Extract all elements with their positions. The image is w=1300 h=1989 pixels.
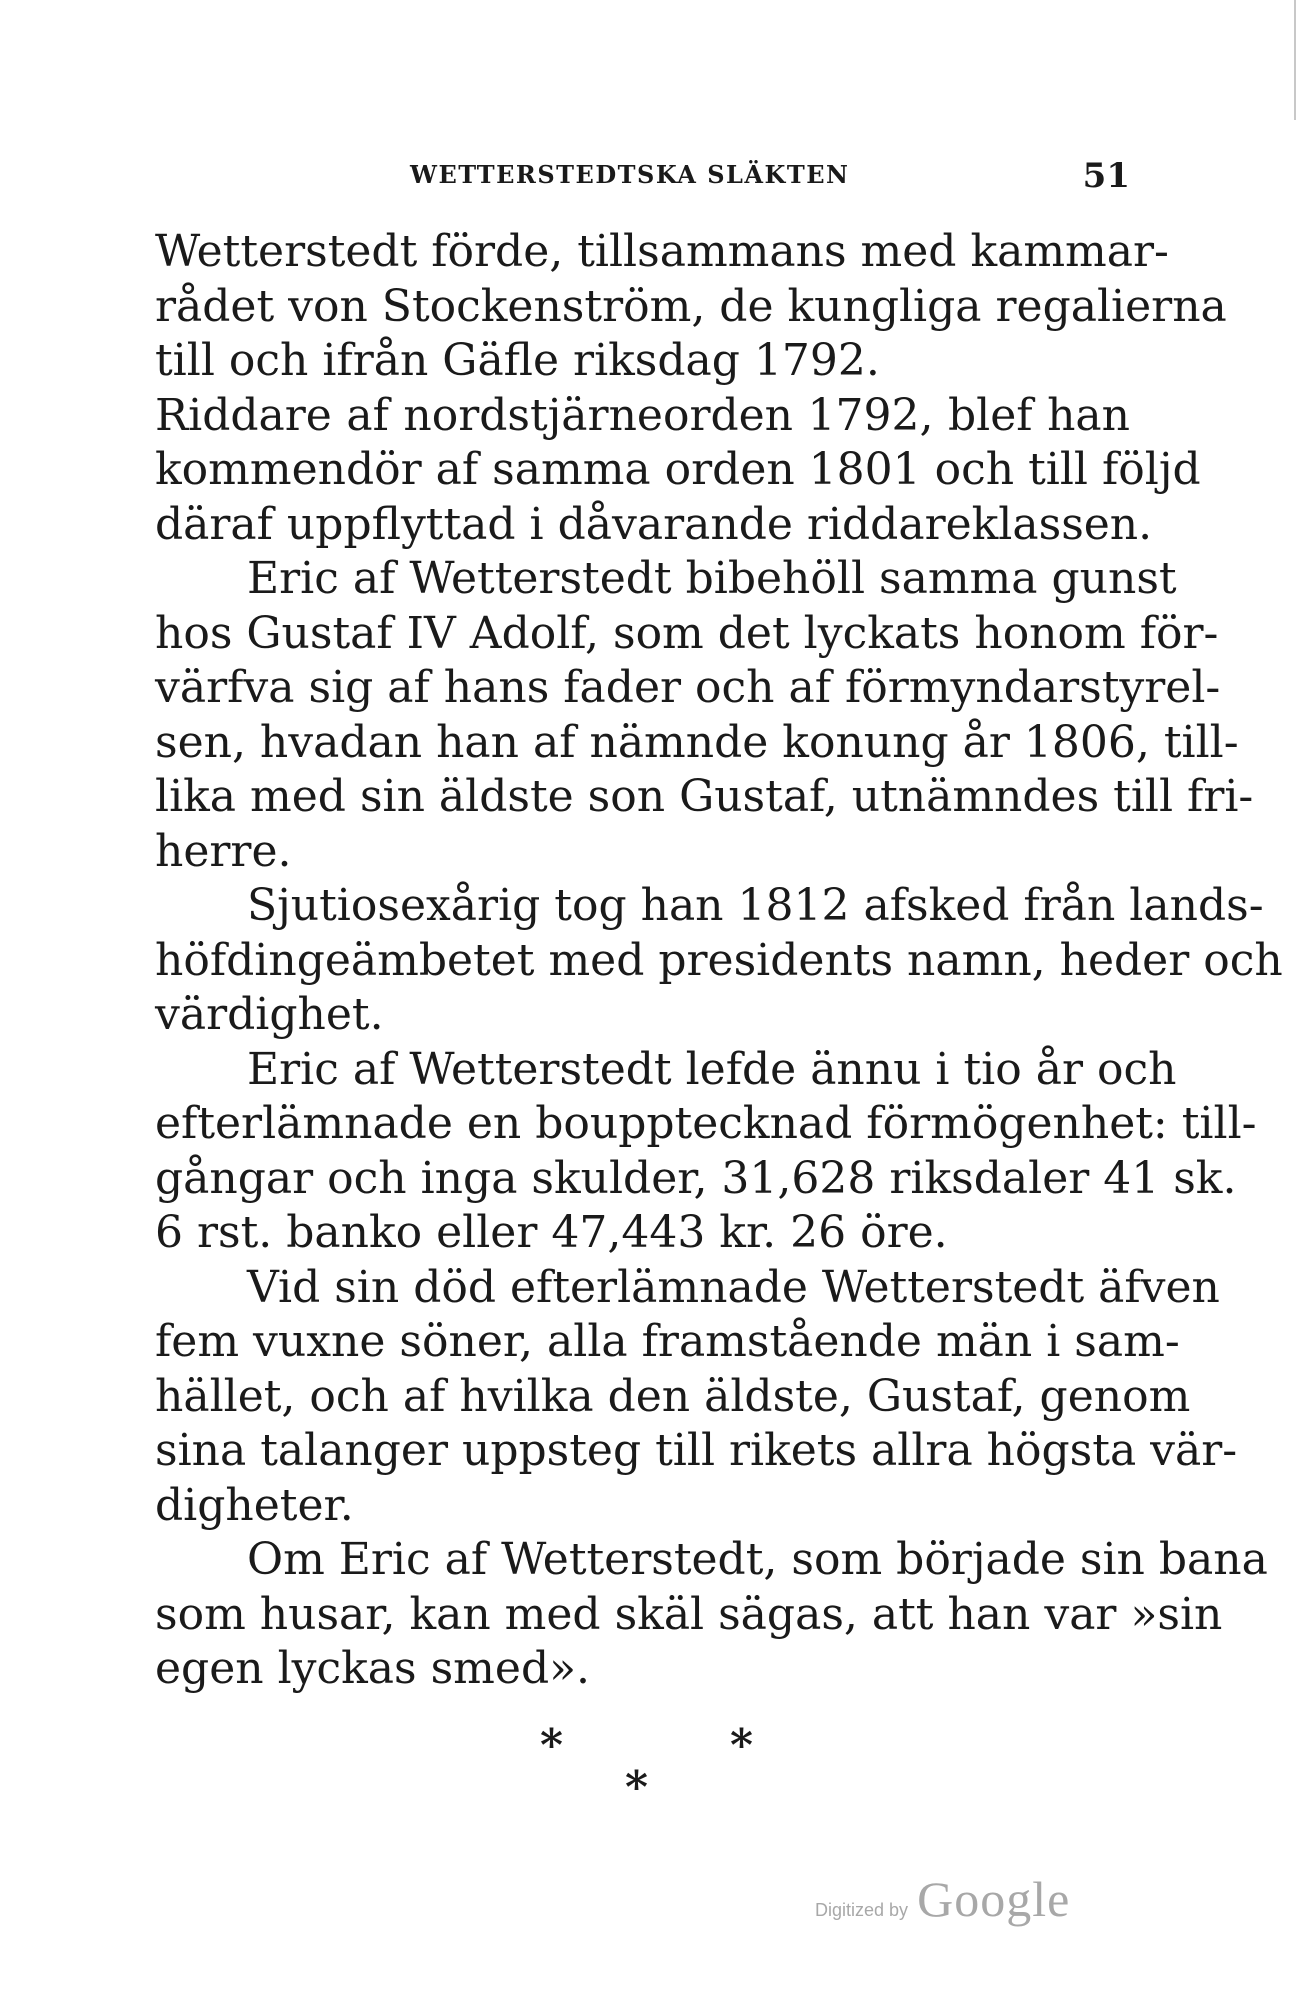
text-line: hos Gustaf IV Adolf, som det lyckats honom för- [155, 607, 1219, 659]
text-line: digheter. [155, 1479, 354, 1531]
running-title: WETTERSTEDTSKA SLÄKTEN [410, 160, 850, 189]
text-line: sina talanger uppsteg till rikets allra högsta vär- [155, 1425, 1238, 1476]
watermark-logo: Google [917, 1871, 1071, 1927]
text-line: Vid sin död efterlämnade Wetterstedt äfven [247, 1261, 1220, 1313]
asterism-ornament [520, 1720, 760, 1820]
text-line: Riddare af nordstjärneorden 1792, blef han [155, 389, 1130, 441]
text-line: som husar, kan med skäl sägas, att han var »sin [155, 1588, 1223, 1640]
text-line: rådet von Stockenström, de kungliga regalierna [155, 280, 1227, 332]
text-line: höfdingeämbetet med presidents namn, heder och [155, 934, 1283, 986]
page-header [410, 156, 1130, 200]
text-line: Om Eric af Wetterstedt, som började sin bana [247, 1534, 1268, 1585]
text-line: lika med sin äldste son Gustaf, utnämndes till fri- [155, 771, 1254, 822]
asterisk-mark: * [540, 1720, 564, 1771]
text-line: Wetterstedt förde, tillsammans med kammar- [155, 226, 1169, 277]
text-line: värfva sig af hans fader och af förmyndarstyrel- [155, 662, 1221, 713]
text-line: till och ifrån Gäfle riksdag 1792. [155, 335, 880, 386]
text-line: Sjutiosexårig tog han 1812 afsked från lands- [247, 880, 1264, 931]
text-line: däraf uppflyttad i dåvarande riddareklassen. [155, 498, 1153, 550]
text-line: hället, och af hvilka den äldste, Gustaf, genom [155, 1370, 1191, 1422]
page-edge-mark [1294, 0, 1296, 120]
text-line: efterlämnade en boupptecknad förmögenhet: till- [155, 1098, 1257, 1149]
text-line: sen, hvadan han af nämnde konung år 1806, till- [155, 716, 1239, 768]
text-line: Eric af Wetterstedt lefde ännu i tio år och [247, 1043, 1177, 1095]
asterisk-mark: * [625, 1762, 649, 1813]
text-line: 6 rst. banko eller 47,443 kr. 26 öre. [155, 1207, 948, 1258]
body-text [155, 225, 1283, 1697]
text-line: herre. [155, 825, 292, 877]
text-line: värdighet. [155, 989, 384, 1040]
text-line: gångar och inga skulder, 31,628 riksdaler 41 sk. [155, 1152, 1237, 1204]
text-line: kommendör af samma orden 1801 och till följd [155, 444, 1201, 495]
watermark-prefix: Digitized by [815, 1900, 909, 1920]
page-number: 51 [1082, 156, 1130, 196]
text-line: Eric af Wetterstedt bibehöll samma gunst [247, 553, 1177, 604]
digitization-watermark [815, 1870, 1070, 1930]
asterisk-mark: * [730, 1720, 754, 1771]
text-line: egen lyckas smed». [155, 1643, 591, 1694]
text-line: fem vuxne söner, alla framstående män i sam- [155, 1316, 1180, 1367]
